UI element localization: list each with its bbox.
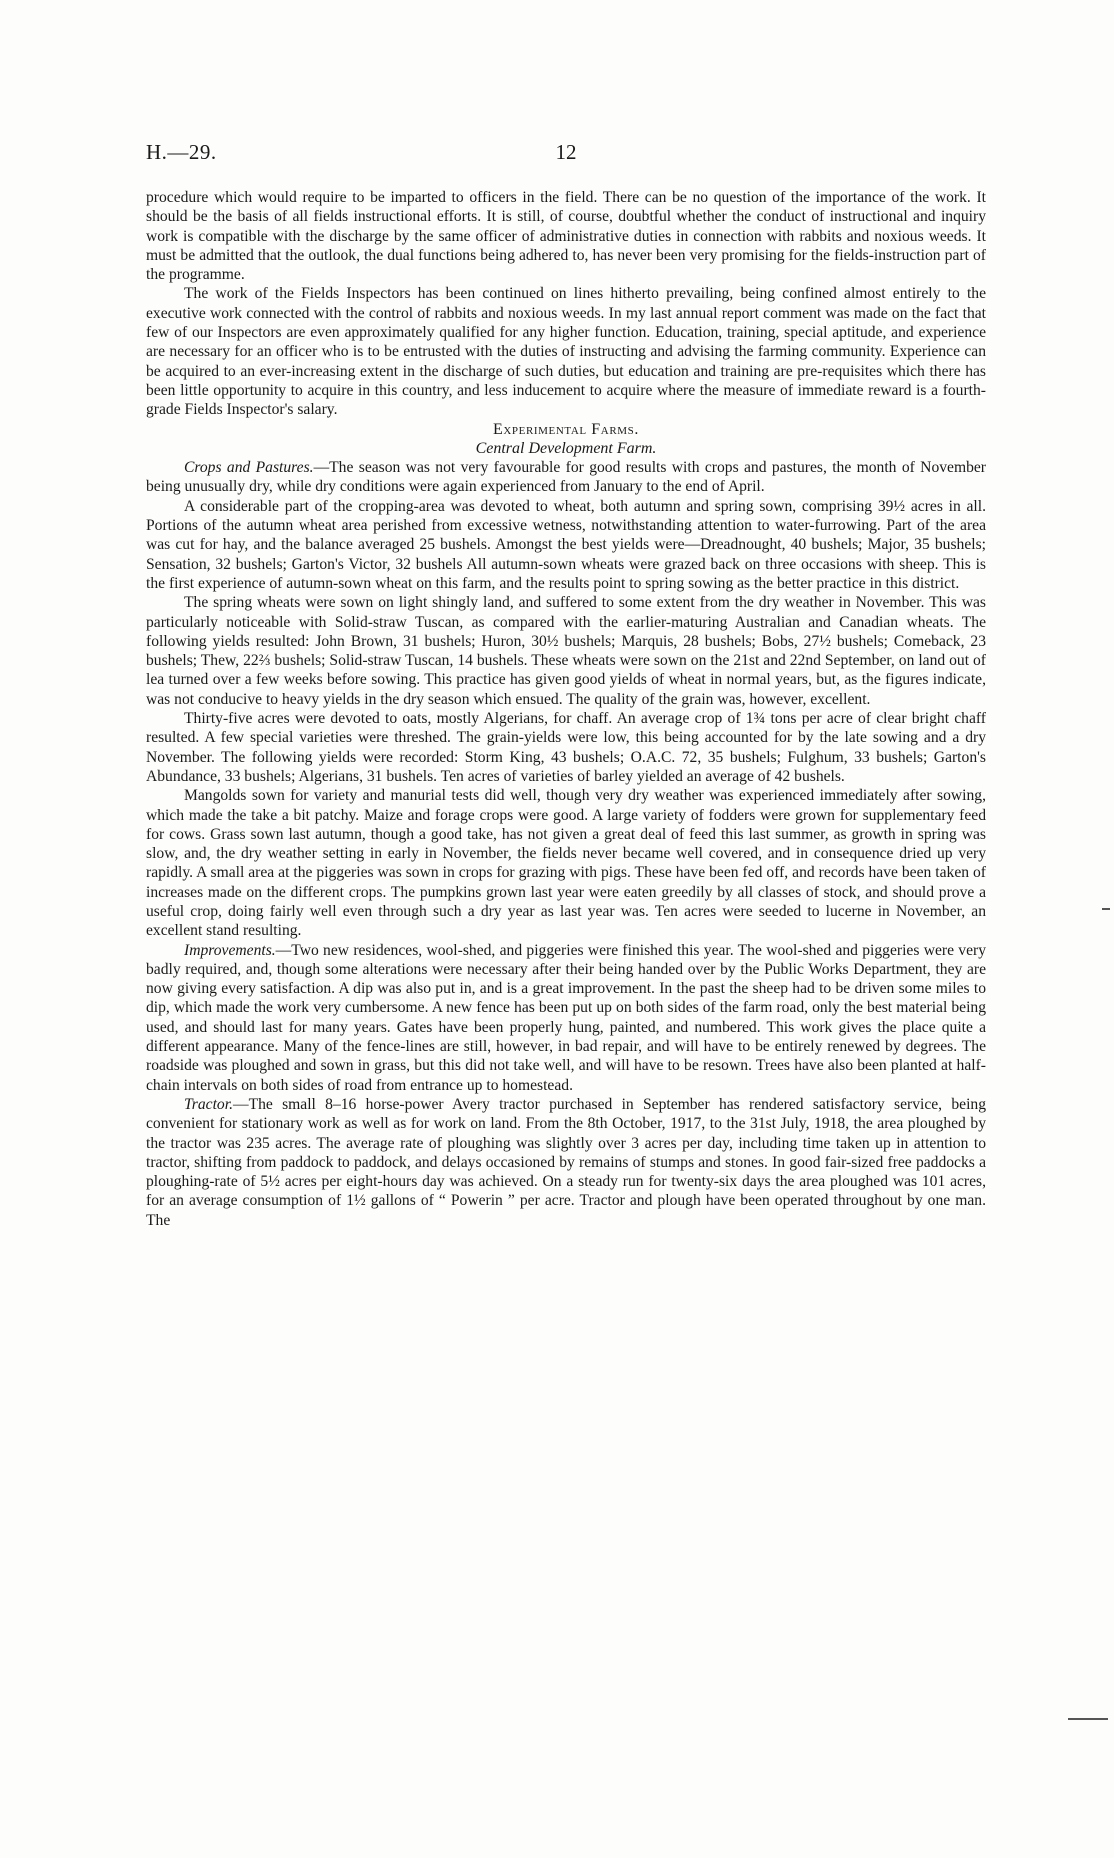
- paragraph-text: —The small 8–16 horse-power Avery tractor purchased in September has rendered satisfactory service, being convenient for stationary work as well as for work on land. From the 8th October, 1917, to the 31st July, 1918, the area ploughed by the tractor was 235 acres. The average rate of ploughing was slightly over 3 acres per day, including time taken up in attention to tractor, shifting from paddock to paddock, and delays occasioned by remains of stumps and stones. In good fair-sized free paddocks a ploughing-rate of 5½ acres per eight-hours day was achieved. On a steady run for twenty-six days the area ploughed was 101 acres, for an average consumption of 1½ gallons of “ Powerin ” per acre. Tractor and plough have been operated throughout by one man. The: [146, 1095, 986, 1229]
- runin-heading-tractor: Tractor.: [184, 1095, 233, 1113]
- paragraph-wheat: A considerable part of the cropping-area was devoted to wheat, both autumn and spring sown, comprising 39½ acres in all. Portions of the autumn wheat area perished from excessive wetness, notwithstanding attention to water-furrowing. Part of the area was cut for hay, and the balance averaged 25 bushels. Amongst the best yields were—Dreadnought, 40 bushels; Major, 35 bushels; Sensation, 32 bushels; Garton's Victor, 32 bushels All autumn-sown wheats were grazed back on three occasions with sheep. This is the first experience of autumn-sown wheat on this farm, and the results point to spring sowing as the better practice in this district.: [146, 497, 986, 592]
- body-text: [146, 188, 986, 1230]
- document-reference: H.—29.: [146, 140, 217, 164]
- paragraph-tractor: [146, 1095, 986, 1230]
- paragraph-text: —Two new residences, wool-shed, and piggeries were finished this year. The wool-shed and piggeries were very badly required, and, though some alterations were necessary after their being handed over by the Public Works Department, they are now giving every satisfaction. A dip was also put in, and is a great improvement. In the past the sheep had to be driven some miles to dip, which made the work very cumbersome. A new fence has been put up on both sides of the farm road, only the best material being used, and should last for many years. Gates have been properly hung, painted, and numbered. This work gives the place quite a different appearance. Many of the fence-lines are still, however, in bad repair, and will have to be entirely renewed by degrees. The roadside was ploughed and sown in grass, but this did not take well, and will have to be resown. Trees have also been planted at half-chain intervals on both sides of road from entrance up to homestead.: [146, 941, 986, 1094]
- page-number: 12: [555, 140, 577, 164]
- paragraph-continued: procedure which would require to be imparted to officers in the field. There can be no question of the importance of the work. It should be the basis of all fields instructional efforts. It is still, of course, doubtful whether the conduct of instructional and inquiry work is compatible with the discharge by the same officer of administrative duties in connection with rabbits and noxious weeds. It must be admitted that the outlook, the dual functions being adhered to, has never been very promising for the fields-instruction part of the programme.: [146, 189, 986, 284]
- paragraph-oats: Thirty-five acres were devoted to oats, mostly Algerians, for chaff. An average crop of 1¾ tons per acre of clear bright chaff resulted. A few special varieties were threshed. The grain-yields were low, this being accounted for by the late sowing and a dry November. The following yields were recorded: Storm King, 43 bushels; O.A.C. 72, 35 bushels; Fulghum, 33 bushels; Garton's Abundance, 33 bushels; Algerians, 31 bushels. Ten acres of varieties of barley yielded an average of 42 bushels.: [146, 710, 986, 785]
- paragraph-crops-pastures: [146, 458, 986, 497]
- section-heading: Experimental Farms.: [493, 420, 639, 438]
- paragraph-fields-inspectors: The work of the Fields Inspectors has been continued on lines hitherto prevailing, being confined almost entirely to the executive work connected with the control of rabbits and noxious weeds. In my last annual report comment was made on the fact that few of our Inspectors are even approximately qualified for any higher function. Education, training, special aptitude, and experience are necessary for an officer who is to be entrusted with the duties of instructing and advising the farming community. Experience can be acquired to an ever-increasing extent in the discharge of such duties, but education and training are pre-requisites which there has been little opportunity to acquire in this country, and less inducement to acquire where the measure of immediate reward is a fourth-grade Fields Inspector's salary.: [146, 285, 986, 419]
- scan-mark: [1068, 1718, 1108, 1720]
- paragraph-mangolds: Mangolds sown for variety and manurial tests did well, though very dry weather was experienced immediately after sowing, which made the take a bit patchy. Maize and forage crops were good. A large variety of fodders were grown for supplementary feed for cows. Grass sown last autumn, though a good take, has not given a great deal of feed this last summer, as growth in spring was slow, and, the dry weather setting in early in November, the fields never became well covered, and in consequence dried up very rapidly. A small area at the piggeries was sown in crops for grazing with pigs. These have been fed off, and records have been taken of increases made on the different crops. The pumpkins grown last year were eaten greedily by all classes of stock, and should prove a useful crop, doing fairly well even through such a dry year as last year was. Ten acres were seeded to lucerne in November, an excellent stand resulting.: [146, 787, 986, 940]
- runin-heading-improvements: Improvements.: [184, 941, 276, 959]
- sub-heading: Central Development Farm.: [475, 439, 657, 457]
- paragraph-spring-wheats: The spring wheats were sown on light shingly land, and suffered to some extent from the dry weather in November. This was particularly noticeable with Solid-straw Tuscan, as compared with the earlier-maturing Australian and Canadian wheats. The following yields resulted: John Brown, 31 bushels; Huron, 30½ bushels; Marquis, 28 bushels; Bobs, 27½ bushels; Comeback, 23 bushels; Thew, 22⅔ bushels; Solid-straw Tuscan, 14 bushels. These wheats were sown on the 21st and 22nd September, on land out of lea turned over a few weeks before sowing. This practice has given good yields of wheat in normal years, but, as the figures indicate, was not conducive to heavy yields in the dry season which ensued. The quality of the grain was, however, excellent.: [146, 594, 986, 708]
- scan-mark: [1102, 908, 1110, 910]
- page-header: [146, 140, 986, 170]
- runin-heading-crops: Crops and Pastures.: [184, 459, 314, 477]
- paragraph-text: —The season was not very favourable for good results with crops and pastures, the month of November being unusually dry, while dry conditions were again experienced from January to the end of April.: [146, 459, 986, 496]
- paragraph-improvements: [146, 941, 986, 1095]
